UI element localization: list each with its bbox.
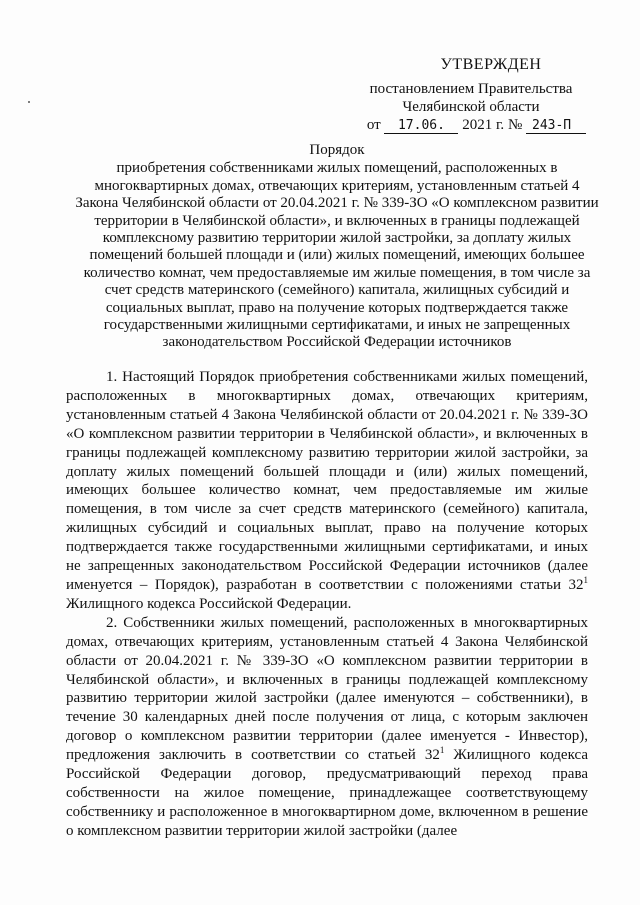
paragraph-1-superscript: 1 [583, 574, 588, 585]
number-label: № [507, 117, 523, 133]
paragraph-1 [66, 368, 588, 614]
paragraph-1-text-end: Жилищного кодекса Российской Федерации. [66, 595, 352, 612]
approval-title: УТВЕРЖДЕН [440, 56, 542, 73]
paragraph-2-text-end: Жилищного кодекса Российской Федерации договор, предусматривающий переход права собственности на жилое помещение, принадлежащее соответствующему собственнику и расположенное в многоквартирном доме, включенном в решение о комплексном развитии территории жилой застройки (далее [66, 747, 588, 839]
document-body [66, 368, 588, 841]
paragraph-1-text: 1. Настоящий Порядок приобретения собственниками жилых помещений, расположенных в многоквартирных домах, отвечающих критериям, установленным статьей 4 Закона Челябинской области от 20.04.2021 г. № 339-ЗО «О комплексном развитии территории в Челябинской области», и включенных в границы подлежащей комплексному развитию территории жилой застройки, за доплату жилых помещений большей площади и (или) жилых помещений, имеющих большее количество комнат, чем предоставляемые им жилые помещения, в том числе за счет средств материнского (семейного) капитала, жилищных субсидий и социальных выплат, право на получение которых подтверждается также государственными жилищными сертификатами, и иных не запрещенных законодательством Российской Федерации источников (далее именуется – Порядок), разработан в соответствии с положениями статьи 32 [66, 369, 588, 593]
approval-line-region: Челябинской области [402, 99, 540, 115]
approval-date-line [356, 116, 586, 134]
from-label: от [366, 117, 381, 133]
handwritten-date: 17.06. [384, 118, 458, 134]
handwritten-number: 243-П [526, 118, 586, 134]
paragraph-2-superscript: 1 [439, 745, 445, 756]
document-heading [72, 142, 602, 352]
approval-stamp [356, 56, 586, 134]
heading-subtitle: приобретения собственниками жилых помещений, расположенных в многоквартирных домах, отвечающих критериям, установленным статьей 4 Закона Челябинской области от 20.04.2021 г. № 339-ЗО «О комплексном развитии территории в Челябинской области», и включенных в границы подлежащей комплексному развитию территории жилой застройки, за доплату жилых помещений большей площади и (или) жилых помещений, имеющих большее количество комнат, чем предоставляемые им жилые помещения, в том числе за счет средств материнского (семейного) капитала, жилищных субсидий и социальных выплат, право на получение которых подтверждается также государственными жилищными сертификатами, и иных не запрещенных законодательством Российской Федерации источников [75, 160, 599, 351]
heading-title: Порядок [309, 142, 365, 158]
approval-line-resolution: постановлением Правительства [369, 81, 573, 97]
scan-speck [28, 101, 30, 103]
paragraph-2-text: 2. Собственники жилых помещений, расположенных в многоквартирных домах, отвечающих критериям, установленным статьей 4 Закона Челябинской области от 20.04.2021 г. № 339-ЗО «О комплексном развитии территории в Челябинской области», и включенных в границы подлежащей комплексному развитию территории жилой застройки (далее именуются – собственники), в течение 30 календарных дней после получения от лица, с которым заключен договор о комплексном развитии территории (далее именуется - Инвестор), предложения заключить в соответствии со статьей 32 [66, 614, 588, 764]
paragraph-2 [66, 614, 588, 841]
year-text: 2021 г. [462, 117, 505, 133]
